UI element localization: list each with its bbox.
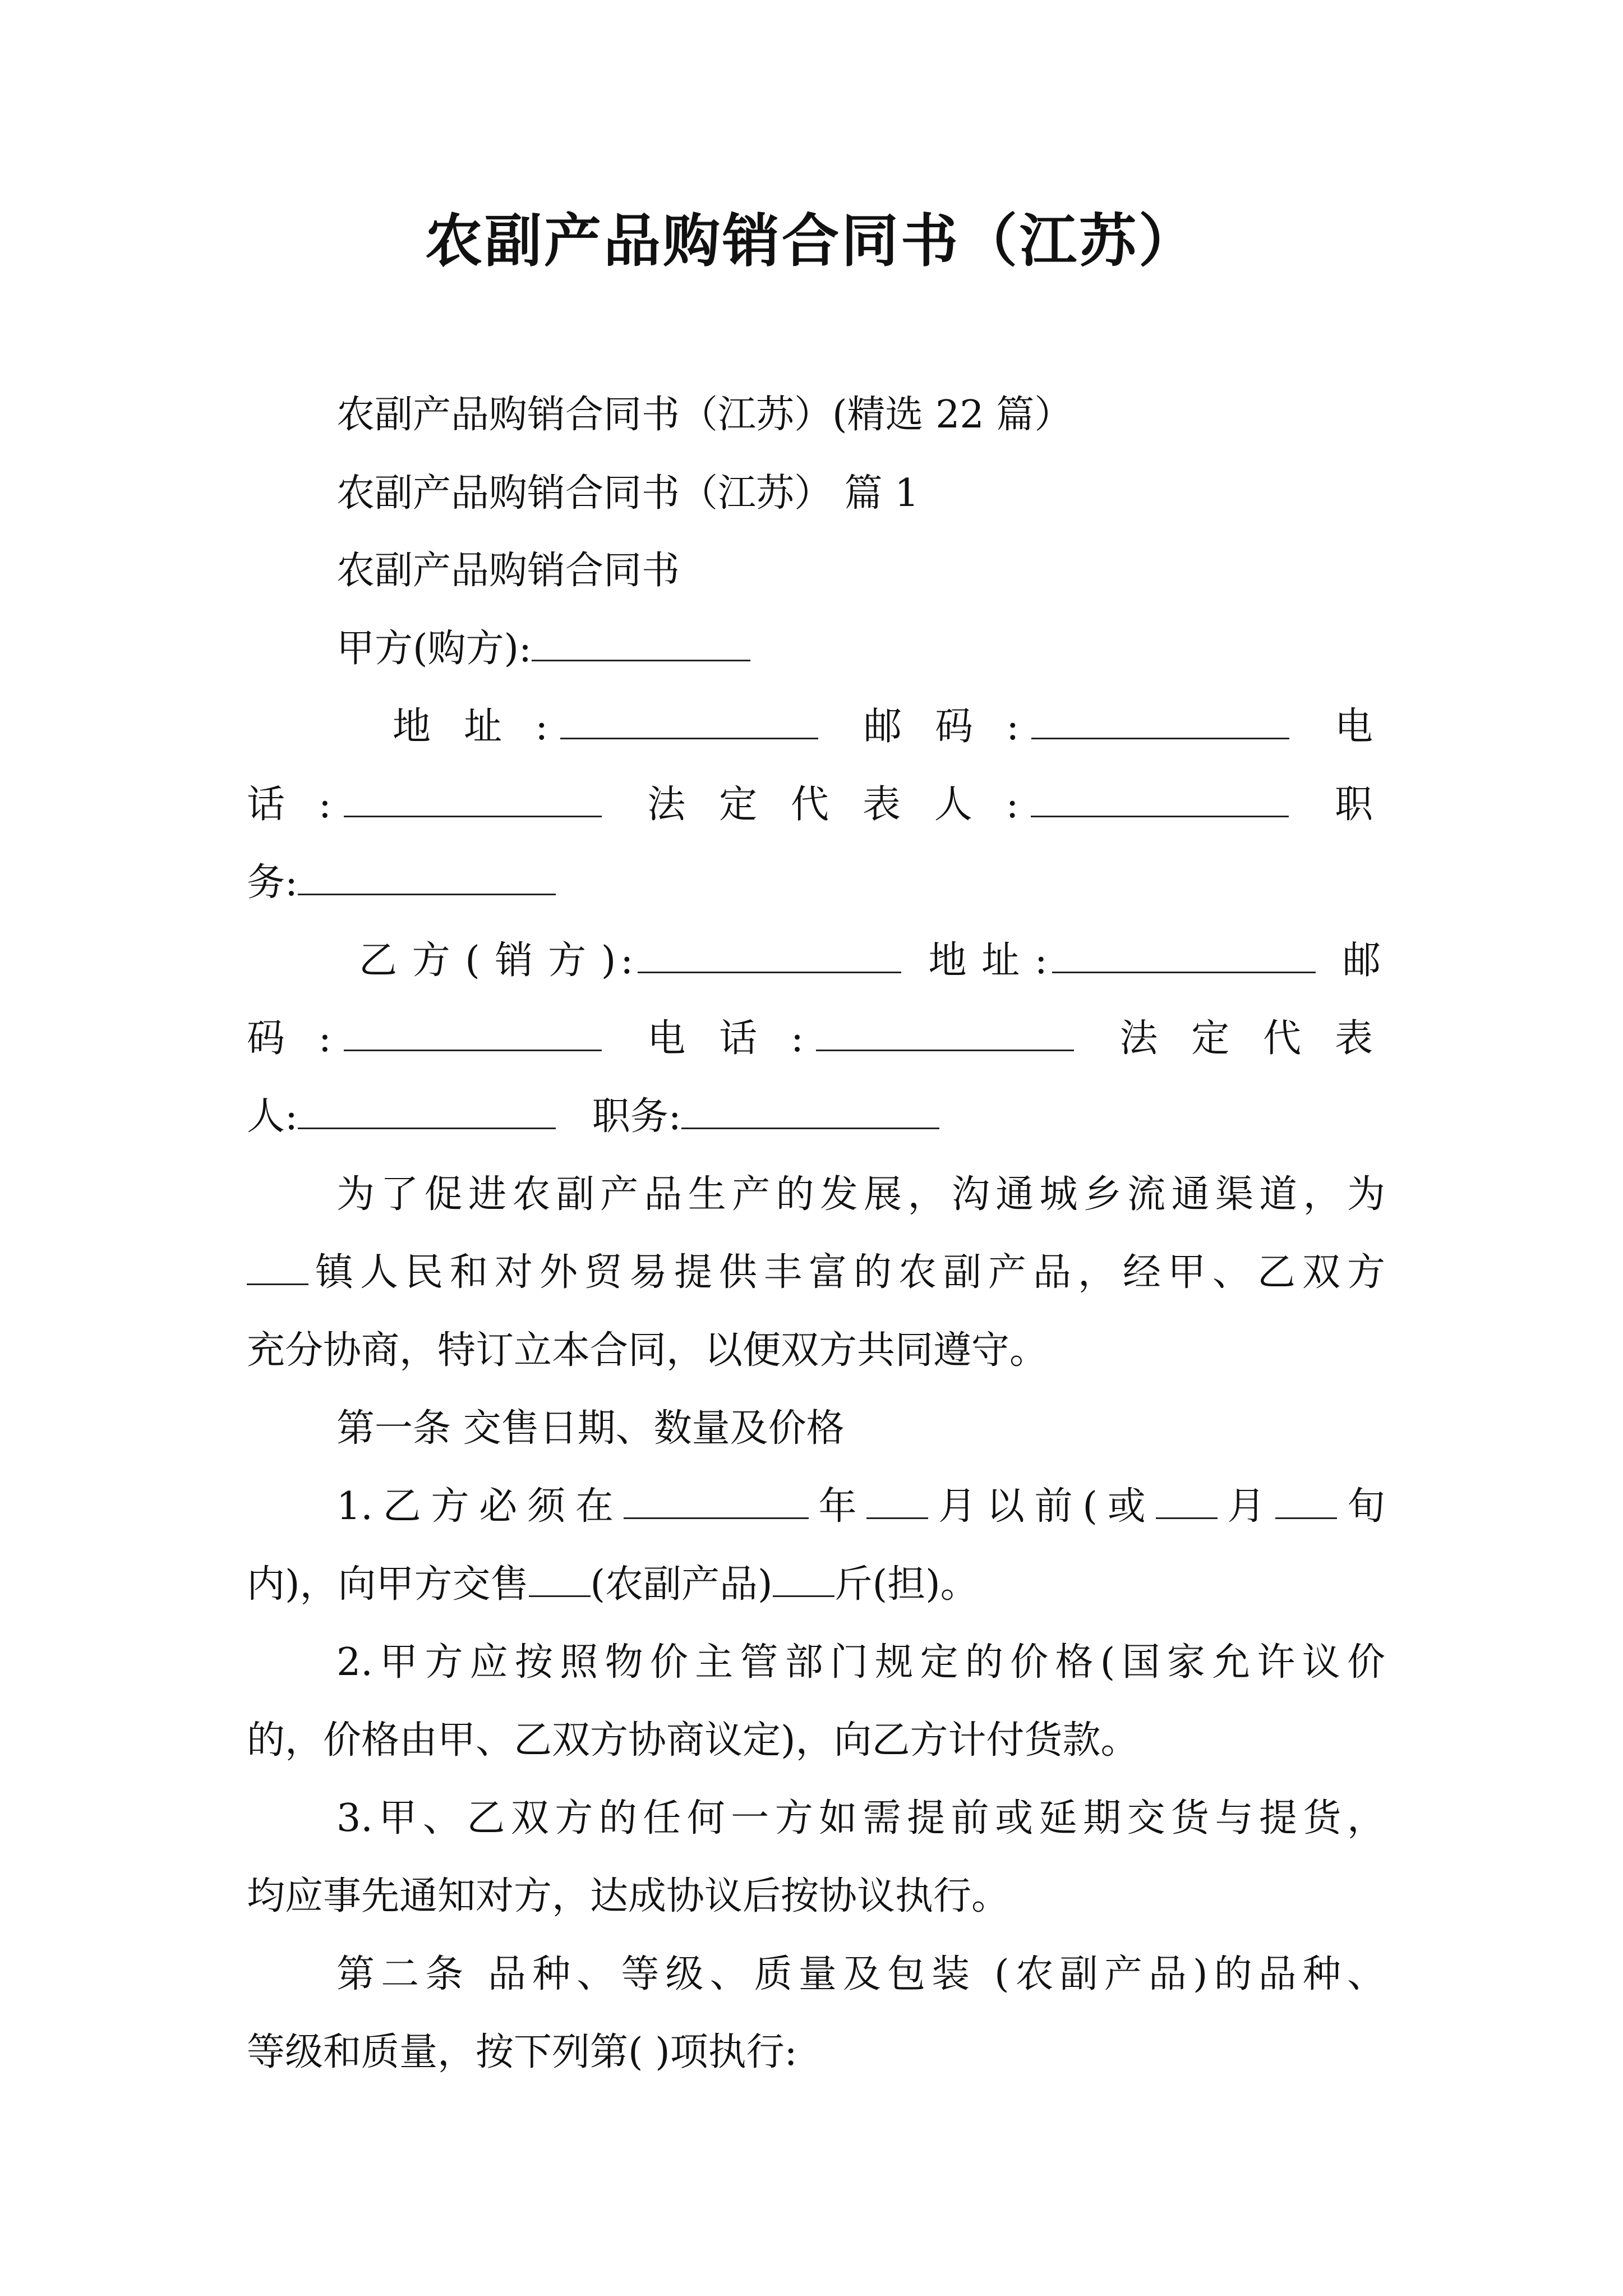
item-1-unit: 斤(担)。	[834, 1562, 979, 1607]
alt-month-blank	[1156, 1483, 1218, 1519]
product-blank	[529, 1561, 591, 1597]
preamble-blank	[247, 1249, 308, 1285]
party-a-label: 甲方(购方):	[336, 627, 532, 671]
month-blank	[866, 1483, 928, 1519]
party-a-postcode-blank	[1031, 703, 1289, 739]
party-a-phone-prefix: 电	[1334, 705, 1385, 749]
party-a-address-label: 地址:	[393, 705, 561, 749]
item-1-xun: 旬	[1337, 1484, 1385, 1529]
article-1-item-1-line-1	[336, 1479, 1385, 1535]
subtitle: 农副产品购销合同书（江苏）(精选 22 篇）	[336, 393, 1073, 437]
article-1-item-2-line-2: 的，价格由甲、乙双方协商议定)，向乙方计付货款。	[247, 1718, 1139, 1763]
xun-blank	[1275, 1483, 1337, 1519]
party-a-postcode-label: 邮码:	[863, 705, 1032, 749]
item-1-month: 月	[1217, 1484, 1276, 1529]
party-a-blank	[532, 625, 750, 661]
year-blank	[624, 1483, 809, 1519]
chapter-heading: 农副产品购销合同书（江苏） 篇 1	[336, 471, 919, 516]
item-1-month-before: 月以前(或	[928, 1484, 1156, 1529]
item-1-product: (农副产品)	[590, 1562, 773, 1607]
party-a-address-blank	[560, 703, 818, 739]
preamble-line-2-text: 镇人民和对外贸易提供丰富的农副产品，经甲、乙双方	[308, 1250, 1385, 1295]
item-1-year: 年	[808, 1484, 867, 1529]
preamble-line-2	[247, 1245, 1385, 1301]
party-b-address-label: 地址:	[928, 938, 1052, 983]
party-b-address-blank	[1052, 937, 1316, 973]
party-b-legal-rep-blank	[298, 1093, 556, 1129]
party-a-line	[336, 621, 1385, 677]
party-a-contact-line-2	[247, 777, 1385, 833]
article-1-item-1-line-2	[247, 1557, 1385, 1613]
party-b-phone-label: 电话:	[647, 1016, 816, 1061]
party-a-phone-blank	[344, 781, 602, 817]
party-a-position-blank	[298, 859, 556, 895]
party-a-legal-rep-blank	[1031, 781, 1289, 817]
contract-name: 农副产品购销合同书	[336, 549, 680, 593]
party-a-contact-line-3	[247, 855, 1385, 911]
document-title: 农副产品购销合同书（江苏）	[425, 208, 1198, 275]
article-2-line-1: 第二条 品种、等级、质量及包装 (农副产品)的品种、	[336, 1952, 1385, 1996]
party-b-legal-rep-suffix: 人:	[247, 1094, 298, 1139]
quantity-blank	[773, 1561, 834, 1597]
party-b-line-1	[359, 933, 1385, 989]
party-b-line-3	[247, 1089, 1385, 1145]
preamble-line-3: 充分协商，特订立本合同，以便双方共同遵守。	[247, 1328, 1048, 1373]
party-b-label: 乙方(销方):	[359, 938, 638, 983]
article-2-line-2: 等级和质量，按下列第( )项执行:	[247, 2030, 797, 2074]
party-b-blank	[638, 937, 901, 973]
article-1-item-3-line-1: 3.甲、乙双方的任何一方如需提前或延期交货与提货，	[336, 1796, 1385, 1841]
article-1-item-2-line-1: 2.甲方应按照物价主管部门规定的价格(国家允许议价	[336, 1640, 1385, 1685]
article-1-item-3-line-2: 均应事先通知对方，达成协议后按协议执行。	[247, 1874, 1010, 1918]
party-b-postcode-prefix: 邮	[1342, 938, 1385, 983]
preamble-line-1: 为了促进农副产品生产的发展，沟通城乡流通渠道，为	[336, 1172, 1385, 1217]
party-b-postcode-blank	[344, 1015, 602, 1051]
item-1-prefix: 1.乙方必须在	[336, 1484, 624, 1529]
party-b-legal-rep-prefix: 法定代表	[1119, 1016, 1385, 1061]
party-b-position-blank	[681, 1093, 939, 1129]
party-b-position-label: 职务:	[592, 1094, 681, 1139]
party-b-line-2	[247, 1011, 1385, 1067]
article-1-heading: 第一条 交售日期、数量及价格	[336, 1406, 845, 1451]
party-b-phone-blank	[816, 1015, 1074, 1051]
party-a-contact-line-1	[393, 699, 1385, 755]
party-a-legal-rep-label: 法定代表人:	[647, 783, 1031, 827]
party-a-phone-suffix: 话:	[247, 783, 344, 827]
item-1-line-2-prefix: 内)，向甲方交售	[247, 1562, 529, 1607]
party-a-position-prefix: 职	[1334, 783, 1385, 827]
party-a-position-suffix: 务:	[247, 861, 298, 905]
party-b-postcode-suffix: 码:	[247, 1016, 344, 1061]
